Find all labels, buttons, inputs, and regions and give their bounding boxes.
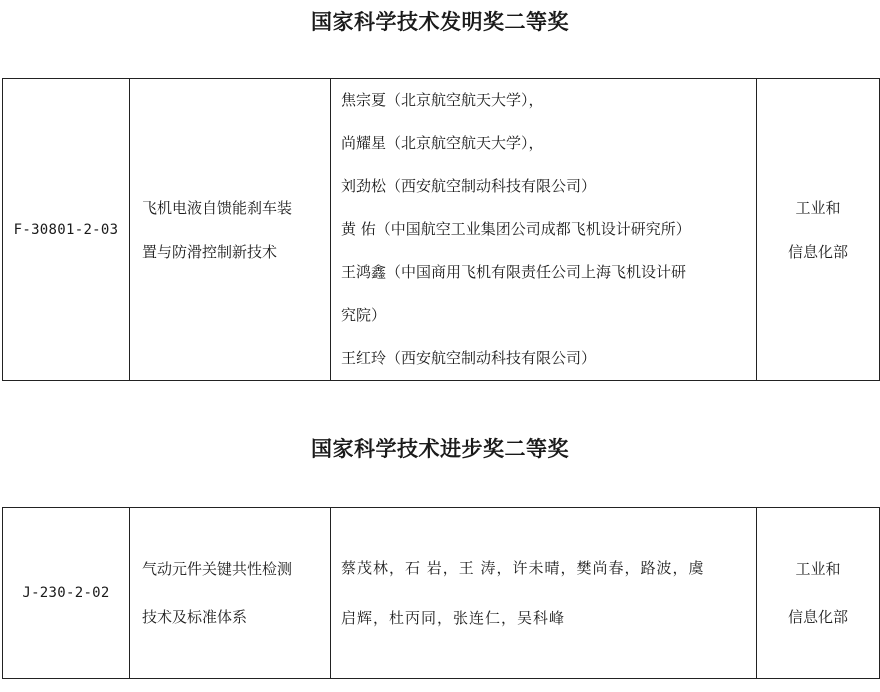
award-table-progress xyxy=(2,507,880,679)
department-cell xyxy=(757,508,880,679)
winner-line: 焦宗夏（北京航空航天大学）， xyxy=(341,91,544,109)
project-name-line: 气动元件关键共性检测 xyxy=(142,560,293,578)
winners-list xyxy=(341,79,748,380)
winner-line: 蔡茂林，石 岩，王 涛，许未晴，樊尚春，路波，虞 xyxy=(341,559,705,577)
department-line: 工业和 xyxy=(795,560,841,578)
department-line: 信息化部 xyxy=(787,608,848,626)
winner-line: 王鸿鑫（中国商用飞机有限责任公司上海飞机设计研 xyxy=(341,263,687,281)
department-line: 工业和 xyxy=(795,198,841,217)
section-title-invention-award: 国家科学技术发明奖二等奖 xyxy=(311,10,569,34)
project-name-line: 飞机电液自馈能刹车装 xyxy=(142,198,293,217)
project-name-cell xyxy=(130,79,331,381)
project-name-cell xyxy=(130,508,331,679)
project-id-cell: J-230-2-02 xyxy=(3,508,130,679)
table-row xyxy=(3,508,880,679)
winner-line: 究院） xyxy=(341,306,387,324)
project-name-line: 置与防滑控制新技术 xyxy=(142,242,278,261)
project-id-cell: F-30801-2-03 xyxy=(3,79,130,381)
winner-line: 黄 佑（中国航空工业集团公司成都飞机设计研究所） xyxy=(341,220,691,238)
project-name-line: 技术及标准体系 xyxy=(142,608,248,626)
section-title-progress-award: 国家科学技术进步奖二等奖 xyxy=(311,437,569,461)
table-row xyxy=(3,79,880,381)
department-line: 信息化部 xyxy=(787,242,848,261)
winner-line: 启辉，杜丙同，张连仁，吴科峰 xyxy=(341,609,566,627)
winners-cell xyxy=(331,79,757,381)
winners-list xyxy=(341,535,748,651)
department-cell xyxy=(757,79,880,381)
award-table-invention xyxy=(2,78,880,381)
winner-line: 刘劲松（西安航空制动科技有限公司） xyxy=(341,177,597,195)
winner-line: 王红玲（西安航空制动科技有限公司） xyxy=(341,349,597,367)
winner-line: 尚耀星（北京航空航天大学）， xyxy=(341,134,544,152)
winners-cell xyxy=(331,508,757,679)
